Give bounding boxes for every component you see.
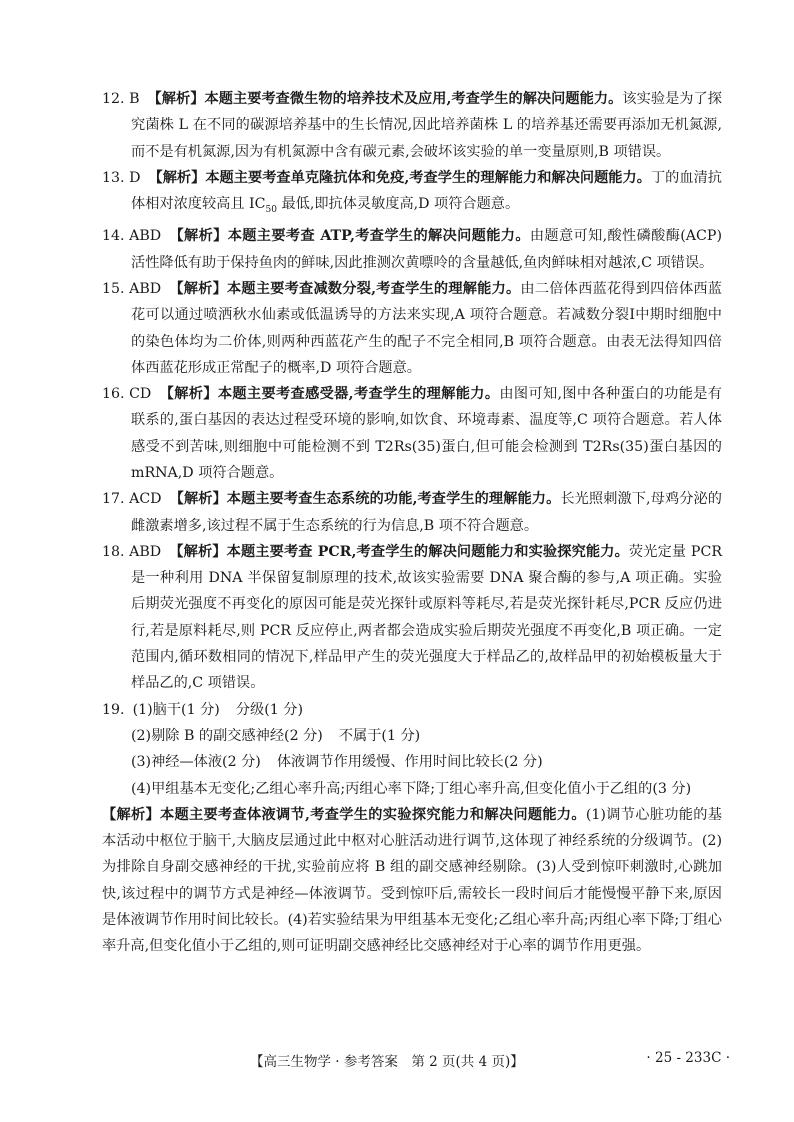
analysis-lead: 本题主要考查 ATP,考查学生的解决问题能力。 — [227, 228, 530, 245]
sub-answer-4: (4)甲组基本无变化;乙组心率升高;丙组心率下降;丁组心率升高,但变化值小于乙组的(3 分) — [131, 780, 692, 797]
answer-item-16 — [102, 381, 722, 486]
sub-answer-1a: (1)脑干(1 分) — [132, 701, 220, 718]
analysis-tag: 【解析】 — [169, 228, 228, 245]
analysis-lead: 本题主要考查 PCR,考查学生的解决问题能力和实验探究能力。 — [226, 543, 629, 560]
answer-item-17 — [102, 486, 722, 539]
answer-number: 18. ABD — [102, 543, 162, 560]
page-footer — [250, 1050, 730, 1070]
sub-answer-3 — [131, 749, 722, 775]
answer-number: 15. ABD — [102, 280, 162, 297]
analysis-body: 由图可知,图中各种蛋白的功能是有联系的,蛋白基因的表达过程受环境的影响,如饮食、环境毒素、温度等,C 项符合题意。若人体感受不到苦味,则细胞中可能检测不到 T2Rs(35)蛋白,但可能会检测到 T2Rs(35)蛋白基因的 mRNA,D 项符合题意。 — [131, 386, 722, 481]
sub-answer-2 — [131, 723, 722, 749]
answer-item-12 — [102, 86, 722, 165]
analysis-lead: 本题主要考查生态系统的功能,考查学生的理解能力。 — [226, 491, 561, 508]
answer-list — [102, 86, 722, 960]
analysis-tag: 【解析】 — [169, 280, 227, 297]
analysis-body: (1)调节心脏功能的基本活动中枢位于脑干,大脑皮层通过此中枢对心脏活动进行调节,这体现了神经系统的分级调节。(2)为排除自身副交感神经的干扰,实验前应将 B 组的副交感神经剔除。(3)人受到惊吓刺激时,心跳加快,该过程中的调节方式是神经—体液调节。受到惊吓后,需较长一段时间后才能慢慢平静下来,原因是体液调节作用时间比较长。(4)若实验结果为甲组基本无变化;乙组心率升高;丙组心率下降;丁组心率升高,但变化值小于乙组的,则可证明副交感神经比交感神经对于心率的调节作用更强。 — [102, 806, 722, 955]
analysis-tag: 【解析】 — [148, 169, 206, 186]
analysis-tag: 【解析】 — [102, 806, 161, 823]
analysis-body: 荧光定量 PCR 是一种利用 DNA 半保留复制原理的技术,故该实验需要 DNA 聚合酶的参与,A 项正确。实验后期荧光强度不再变化的原因可能是荧光探针或原料等耗尽,若是荧光探针耗尽,PCR 反应仍进行,若是原料耗尽,则 PCR 反应停止,两者都会造成实验后期荧光强度不再变化,B 项正确。一定范围内,循环数相同的情况下,样品甲产生的荧光强度大于样品乙的,故样品甲的初始模板量大于样品乙的,C 项错误。 — [131, 543, 723, 692]
analysis-body-end: 最低,即抗体灵敏度高,D 项符合题意。 — [276, 196, 520, 213]
analysis-body: 长光照刺激下,母鸡分泌的雌激素增多,该过程不属于生态系统的行为信息,B 项不符合题意。 — [131, 491, 722, 534]
answer-number: 13. D — [102, 169, 141, 186]
analysis-lead: 本题主要考查减数分裂,考查学生的理解能力。 — [227, 280, 521, 297]
sub-answer-1b: 分级(1 分) — [235, 701, 304, 718]
answer-number: 17. ACD — [102, 491, 162, 508]
sub-answer-3a: (3)神经—体液(2 分) — [131, 754, 261, 771]
answer-number: 16. CD — [102, 386, 152, 403]
answer-number: 14. ABD — [102, 228, 162, 245]
answer-number: 19. — [102, 701, 125, 718]
footer-page-info: 【高三生物学 · 参考答案 第 2 页(共 4 页)】 — [250, 1054, 524, 1070]
answer-item-15 — [102, 276, 722, 381]
answer-item-19 — [102, 697, 722, 960]
answer-number: 12. B — [102, 91, 140, 107]
analysis-lead: 本题主要考查微生物的培养技术及应用,考查学生的解决问题能力。 — [204, 91, 623, 107]
subscript: 50 — [265, 205, 277, 216]
answer-item-18 — [102, 539, 722, 697]
answer-item-13 — [102, 165, 722, 223]
analysis-lead: 本题主要考查单克隆抗体和免疫,考查学生的理解能力和解决问题能力。 — [205, 169, 651, 186]
footer-code: · 25 - 233C · — [646, 1050, 730, 1066]
answer-19-first-line — [102, 697, 722, 723]
sub-answer-list — [102, 723, 722, 802]
analysis-lead: 本题主要考查体液调节,考查学生的实验探究能力和解决问题能力。 — [160, 806, 586, 823]
sub-answer-2b: 不属于(1 分) — [338, 727, 421, 744]
sub-answer-2a: (2)剔除 B 的副交感神经(2 分) — [131, 727, 323, 744]
analysis-tag: 【解析】 — [159, 386, 218, 403]
analysis-lead: 本题主要考查感受器,考查学生的理解能力。 — [217, 386, 500, 403]
sub-answer-3b: 体液调节作用缓慢、作用时间比较长(2 分) — [276, 754, 543, 771]
analysis-body: 丁的血清抗体相对浓度较高且 IC — [131, 169, 722, 213]
answer-19-analysis — [102, 802, 722, 960]
analysis-tag: 【解析】 — [169, 491, 227, 508]
analysis-tag: 【解析】 — [147, 91, 205, 107]
analysis-body: 由二倍体西蓝花得到四倍体西蓝花可以通过喷洒秋水仙素或低温诱导的方法来实现,A 项符合题意。若减数分裂Ⅰ中期时细胞中的染色体均为二价体,则两种西蓝花产生的配子不完全相同,B 项符合题意。由表无法得知四倍体西蓝花形成正常配子的概率,D 项符合题意。 — [131, 280, 722, 376]
analysis-body: 该实验是为了探究菌株 L 在不同的碳源培养基中的生长情况,因此培养菌株 L 的培养基还需要再添加无机氮源,而不是有机氮源,因为有机氮源中含有碳元素,会破坏该实验的单一变量原则,B 项错误。 — [131, 91, 722, 160]
analysis-tag: 【解析】 — [169, 543, 227, 560]
analysis-body: 由题意可知,酸性磷酸酶(ACP)活性降低有助于保持鱼肉的鲜味,因此推测次黄嘌呤的含量越低,鱼肉鲜味相对越浓,C 项错误。 — [131, 228, 722, 271]
answer-item-14 — [102, 223, 722, 276]
